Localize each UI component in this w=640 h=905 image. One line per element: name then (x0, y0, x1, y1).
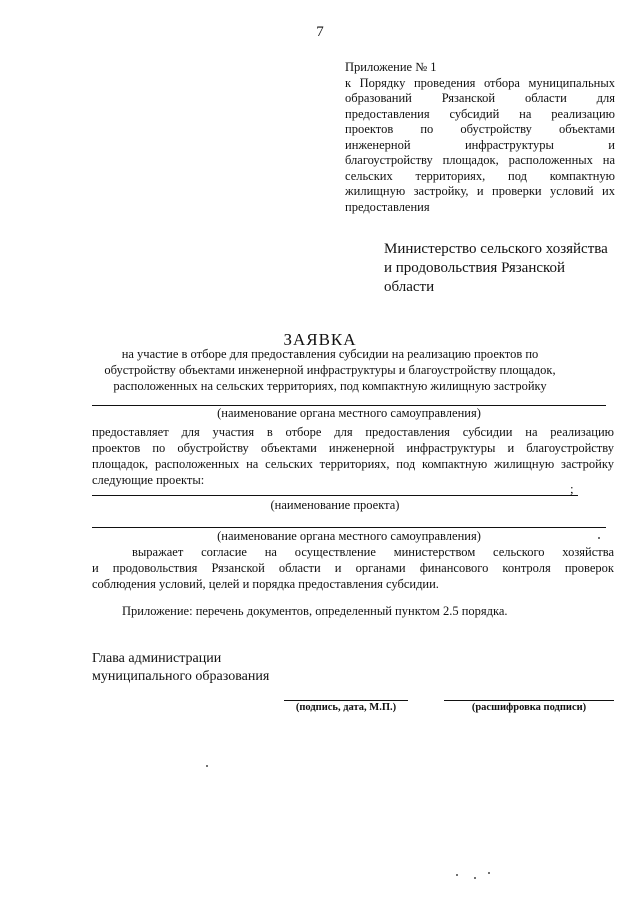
appendix-line: к Порядку проведения отбора муниципальных (345, 75, 615, 90)
page-number: 7 (316, 24, 324, 40)
signature-line[interactable] (284, 700, 408, 701)
appendix-line: образований Рязанской области для (345, 91, 615, 105)
caption-signature: (подпись, дата, М.П.) (295, 702, 397, 713)
fill-line-body-name-2[interactable] (92, 527, 606, 528)
paragraph-line: проектов по обустройству объектами инженерной инфраструктуры и благоустройству (92, 441, 614, 455)
attachment-note: Приложение: перечень документов, определенный пунктом 2.5 порядка. (122, 604, 508, 618)
name-decoding-line[interactable] (444, 700, 614, 701)
appendix-line: благоустройству площадок, расположенных на (345, 153, 615, 167)
appendix-line: Приложение № 1 (345, 60, 437, 74)
paragraph-line: площадок, расположенных на сельских территориях, под компактную жилищную застройку (92, 457, 614, 471)
appendix-line: сельских территориях, под компактную (345, 168, 615, 183)
subtitle-line: расположенных на сельских территориях, под компактную жилищную застройку (113, 379, 547, 393)
paragraph-proposal (92, 424, 614, 488)
paragraph-line: и продовольствия Рязанской области и органами финансового контроля проверок (92, 561, 614, 575)
scan-speck (456, 874, 458, 876)
addressee (384, 240, 634, 297)
scan-speck (206, 765, 208, 767)
caption-body-name-2: (наименование органа местного самоуправления) (217, 529, 481, 543)
paragraph-line: соблюдения условий, целей и порядка предоставления субсидии. (92, 577, 439, 591)
appendix-line: инженерной инфраструктуры и (345, 137, 615, 152)
signatory-title-line: муниципального образования (92, 669, 270, 684)
subtitle-line: на участие в отборе для предоставления субсидии на реализацию проектов по (121, 347, 539, 361)
scan-speck (488, 872, 490, 874)
fill-line-project-name[interactable] (92, 495, 578, 496)
addressee-line: Министерство сельского хозяйства (384, 241, 608, 257)
document-subtitle (60, 346, 600, 394)
document-title: ЗАЯВКА (283, 330, 357, 349)
semicolon: ; (570, 481, 574, 496)
appendix-line: жилищную застройку, и проверки условий их (345, 184, 615, 198)
appendix-line: проектов по обустройству объектами (345, 122, 615, 136)
appendix-line: предоставления субсидий на реализацию (345, 106, 615, 121)
appendix-header (345, 60, 615, 215)
paragraph-consent (92, 544, 614, 592)
appendix-line: предоставления (345, 199, 430, 214)
scan-speck (598, 537, 600, 539)
caption-name-decoding: (расшифровка подписи) (471, 702, 587, 713)
caption-body-name: (наименование органа местного самоуправления) (217, 406, 481, 420)
signatory-title-line: Глава администрации (92, 651, 222, 666)
addressee-line: области (384, 279, 435, 295)
paragraph-line: предоставляет для участия в отборе для предоставления субсидии на реализацию (92, 425, 614, 439)
scan-speck (474, 877, 476, 879)
caption-project-name: (наименование проекта) (270, 498, 400, 512)
subtitle-line: обустройству объектами инженерной инфраструктуры и благоустройству площадок, (104, 363, 556, 377)
addressee-line: и продовольствия Рязанской (384, 260, 566, 276)
paragraph-line: выражает согласие на осуществление министерством сельского хозяйства (132, 545, 614, 559)
paragraph-line: следующие проекты: (92, 473, 205, 487)
signatory-title (92, 650, 269, 686)
